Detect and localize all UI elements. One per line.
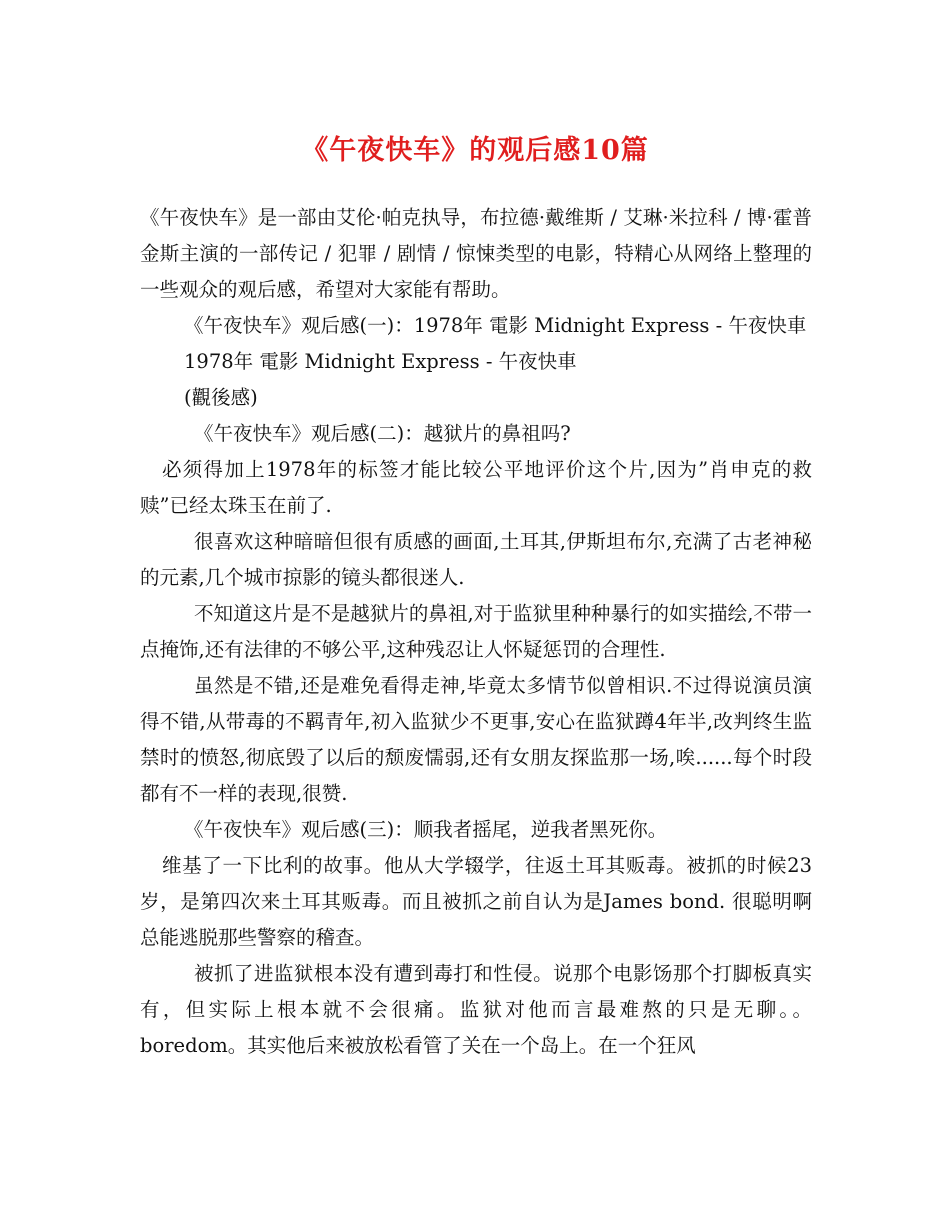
paragraph: 《午夜快车》观后感(三)：顺我者摇尾，逆我者黑死你。: [184, 818, 668, 841]
paragraph: 《午夜快车》是一部由艾伦·帕克执导，布拉德·戴维斯 / 艾琳·米拉科 / 博·霍普金斯主演的一部传记 / 犯罪 / 剧情 / 惊悚类型的电影，特精心从网络上整理的一些观众的观后感，希望对大家能有帮助。: [140, 206, 812, 301]
document-body: [140, 200, 812, 1064]
paragraph: 1978年 電影 Midnight Express - 午夜快車: [184, 350, 577, 373]
paragraph: 被抓了进监狱根本没有遭到毒打和性侵。说那个电影饧那个打脚板真实有，但实际上根本就不会很痛。监狱对他而言最难熬的只是无聊。。boredom。其实他后来被放松看管了关在一个岛上。在一个狂风: [140, 962, 812, 1057]
paragraph: 必须得加上1978年的标签才能比较公平地评价这个片,因为”肖申克的救赎”已经太珠玉在前了.: [140, 458, 812, 517]
paragraph: 不知道这片是不是越狱片的鼻祖,对于监狱里种种暴行的如实描绘,不带一点掩饰,还有法律的不够公平,这种残忍让人怀疑惩罚的合理性.: [140, 602, 812, 661]
paragraph: 维基了一下比利的故事。他从大学辍学，往返土耳其贩毒。被抓的时候23岁，是第四次来土耳其贩毒。而且被抓之前自认为是James bond. 很聪明啊总能逃脱那些警察的稽查。: [140, 854, 812, 949]
document-title: 《午夜快车》的观后感10篇: [301, 135, 649, 166]
paragraph: 很喜欢这种暗暗但很有质感的画面,土耳其,伊斯坦布尔,充满了古老神秘的元素,几个城市掠影的镜头都很迷人.: [140, 530, 812, 589]
paragraph: (觀後感): [184, 386, 258, 409]
paragraph: 《午夜快车》观后感(一)：1978年 電影 Midnight Express - 午夜快車: [184, 314, 807, 337]
paragraph: 《午夜快车》观后感(二)：越狱片的鼻祖吗?: [194, 422, 571, 445]
paragraph: 虽然是不错,还是难免看得走神,毕竟太多情节似曾相识.不过得说演员演得不错,从带毒的不羁青年,初入监狱少不更事,安心在监狱蹲4年半,改判终生监禁时的愤怒,彻底毁了以后的颓废懦弱,还有女朋友探监那一场,唉......每个时段都有不一样的表现,很赞.: [140, 674, 812, 805]
